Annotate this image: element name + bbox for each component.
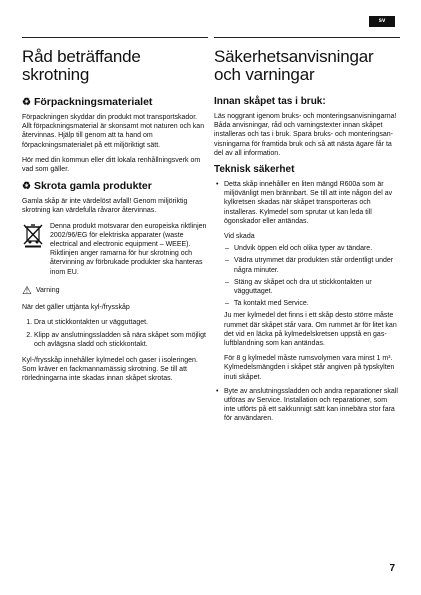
section-title <box>214 48 400 84</box>
crossed-bin-icon <box>22 222 44 248</box>
bullet-item <box>224 180 400 382</box>
refrigerant-volume-text: För 8 g kylmedel måste rumsvolymen vara minst 1 m³. Kylmedelsmängden i skåpet står angiven på typskylten inuti skåpet. <box>224 355 395 381</box>
scrap-heading-text: Skrota gamla produkter <box>33 180 152 193</box>
scrap-heading <box>22 180 208 193</box>
damage-steps <box>224 244 400 308</box>
top-rule <box>214 37 400 38</box>
warning-triangle-icon: ⚠ <box>22 284 32 297</box>
warning-label: Varning <box>35 286 60 294</box>
title-line-1: Säkerhetsanvisningar <box>214 47 374 66</box>
language-tab: sv <box>369 16 395 27</box>
safety-bullets <box>214 180 400 424</box>
dash-item: – Undvik öppen eld och olika typer av tändare. <box>234 244 400 253</box>
step-item: 1. Dra ut stickkontakten ur vägguttaget. <box>34 318 208 327</box>
title-line-2: och varningar <box>214 65 315 84</box>
before-use-paragraph: Läs noggrant igenom bruks- och monteringsanvisningarna! Båda anvisningar, råd och varningstexter innan skåpet installeras och tas i bruk. Spara bruks- och monteringsan-visningarna för framtida bruk och så att nästa ägare får ta del av all information. <box>214 113 397 157</box>
page-number: 7 <box>389 563 395 574</box>
dash-item: – Vädra utrymmet där produkten står ordentligt under några minuter. <box>234 256 400 274</box>
section-title <box>22 48 208 84</box>
technical-safety-heading: Teknisk säkerhet <box>214 164 295 176</box>
packaging-heading <box>22 96 208 109</box>
weee-notice <box>22 222 208 277</box>
room-size-text: Ju mer kylmedel det finns i ett skåp desto större måste rummet där skåpet står vara. Om rummet är för litet kan det vid en läcka på kylmedelskretsen uppstå en gas-luftblandning som kan antändas. <box>224 312 397 348</box>
recycle-icon: ♻ <box>22 97 31 108</box>
dash-item: – Stäng av skåpet och dra ut stickkontakten ur vägguttaget. <box>234 278 400 296</box>
title-line-2: skrotning <box>22 65 90 84</box>
warning-header <box>22 284 208 297</box>
scrap-paragraph-1: Gamla skåp är inte värdelöst avfall! Genom miljöriktig skrotning kan värdefulla råvaror återvinnas. <box>22 198 188 215</box>
left-column <box>22 37 208 389</box>
top-rule <box>22 37 208 38</box>
packaging-paragraph-1: Förpackningen skyddar din produkt mot transportskador. Allt förpackningsmaterial är skonsamt mot naturen och kan återvinnas. Hjälp till genom att ta hand om förpackningsmaterialet på ett miljöriktigt sätt. <box>22 114 205 149</box>
weee-text: Denna produkt motsvarar den europeiska riktlinjen 2002/96/EG för elektriska apparater (waste electrical and electronic equipment – WEEE). Riktlinjen anger ramarna för hur skrotning och återvinning av förbrukade produkter ska hanteras inom EU. <box>50 222 207 276</box>
packaging-paragraph-2: Hör med din kommun eller ditt lokala renhållningsverk om vad som gäller. <box>22 156 201 174</box>
bullet-text: Detta skåp innehåller en liten mängd R600a som är miljövänligt men brännbart. Se till att inte någon del av kylkretsen skadas när skåpet transporteras och installeras. Kylmedel som sprutar ut kan leda till ögonskador eller antändas. <box>224 181 393 225</box>
recycle-icon: ♻ <box>22 181 31 193</box>
scrap-paragraph-2: När det gäller uttjänta kyl-/frysskåp <box>22 303 130 311</box>
before-use-heading: Innan skåpet tas i bruk: <box>214 96 326 107</box>
packaging-heading-text: Förpackningsmaterialet <box>33 96 153 108</box>
scrap-steps <box>22 318 208 350</box>
title-line-1: Råd beträffande <box>22 47 141 66</box>
on-damage-label: Vid skada <box>224 233 255 241</box>
scrap-paragraph-3: Kyl-/frysskåp innehåller kylmedel och gaser i isoleringen. Som kräver en fackmannamässig skrotning. Se till att rörledningarna inte skadas innan skåpet skrotas. <box>22 356 198 383</box>
right-column <box>214 37 400 430</box>
bullet-item: • Byte av anslutningssladden och andra reparationer skall utföras av Service. Installation och reparationer, som inte utförts på ett sakkunnigt sätt kan innebära stor fara för användaren. <box>224 387 400 424</box>
step-item: 2. Klipp av anslutningssladden så nära skåpet som möjligt och avlägsna sladd och stickkontakt. <box>34 331 208 349</box>
dash-item: – Ta kontakt med Service. <box>234 299 400 308</box>
